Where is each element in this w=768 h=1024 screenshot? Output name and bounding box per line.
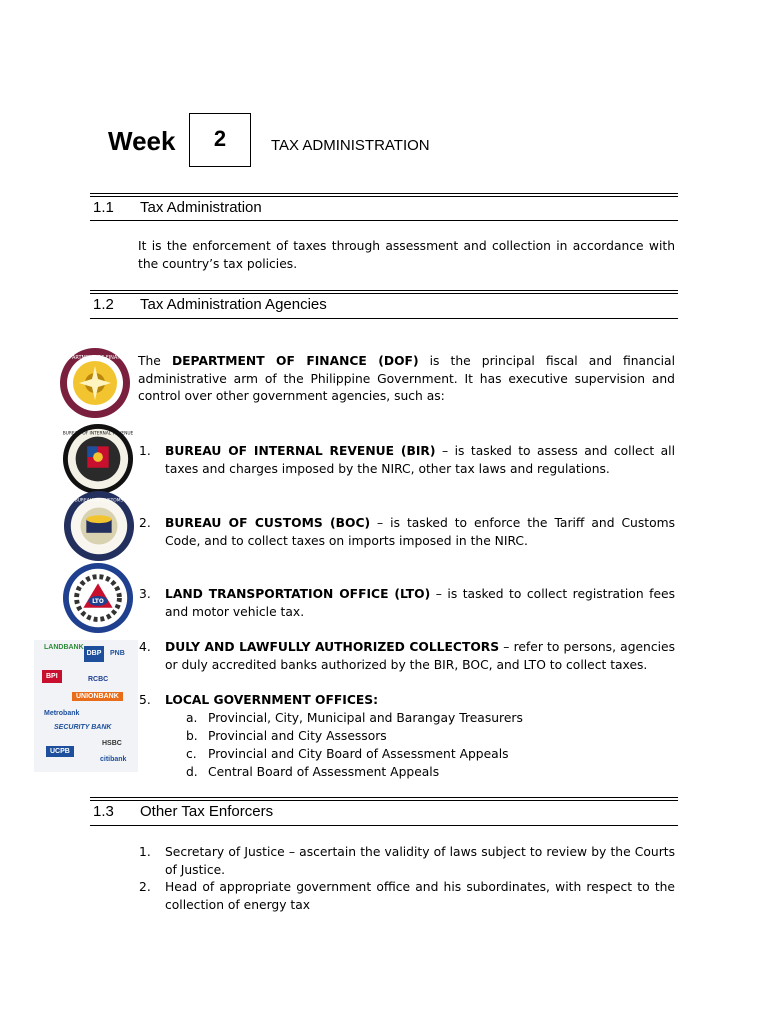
hsbc-logo: HSBC (102, 740, 122, 747)
list-item: 3. LAND TRANSPORTATION OFFICE (LTO) – is tasked to collect registration fees and motor vehicle tax. (139, 587, 675, 619)
dbp-logo: DBP (84, 646, 104, 662)
bir-seal-icon (62, 423, 134, 495)
section-number: 1.3 (93, 803, 114, 820)
list-item: 2. BUREAU OF CUSTOMS (BOC) – is tasked to enforce the Tariff and Customs Code, and to collect taxes on imports imposed in the NIRC. (139, 516, 675, 548)
section-title: Other Tax Enforcers (140, 803, 274, 820)
dof-intro-paragraph: The DEPARTMENT OF FINANCE (DOF) is the principal fiscal and financial administrative arm of the Philippine Government. It has executive supervision and control over other government agencies, such as: (138, 354, 675, 404)
sub-item-text: Provincial and City Board of Assessment Appeals (208, 747, 509, 761)
ucpb-logo: UCPB (46, 746, 74, 757)
bank-logos-collage (34, 640, 138, 772)
list-item: 2. Head of appropriate government office and his subordinates, with respect to the collection of energy tax (139, 880, 675, 912)
list-item: 4. DULY AND LAWFULLY AUTHORIZED COLLECTORS – refer to persons, agencies or duly accredited banks authorized by the BIR, BOC, and LTO to collect taxes. (139, 640, 676, 672)
dof-seal-icon (58, 346, 132, 420)
sub-item: c. (186, 747, 197, 761)
page-title: TAX ADMINISTRATION (271, 137, 430, 154)
sub-item: d. (186, 765, 198, 779)
bir-seal-text: BUREAU OF INTERNAL REVENUE (62, 431, 134, 437)
section-divider (90, 290, 678, 294)
list-item: 1. BUREAU OF INTERNAL REVENUE (BIR) – is tasked to assess and collect all taxes and charges imposed by the NIRC, other tax laws and regulations. (139, 444, 675, 476)
bpi-logo: BPI (42, 670, 62, 683)
section-divider (90, 318, 678, 319)
dof-seal-text: DEPARTMENT OF FINANCE (62, 355, 128, 361)
section-divider (90, 797, 678, 801)
section-divider (90, 193, 678, 197)
lto-seal-text: LTO (92, 598, 104, 605)
section-number: 1.1 (93, 199, 114, 216)
section-paragraph: It is the enforcement of taxes through assessment and collection in accordance with the country’s tax policies. (138, 239, 675, 271)
sub-item-text: Provincial and City Assessors (208, 729, 387, 743)
rcbc-logo: RCBC (88, 676, 109, 683)
section-title: Tax Administration (140, 199, 262, 216)
unionbank-logo: UNIONBANK (72, 692, 123, 701)
list-item: 1. Secretary of Justice – ascertain the validity of laws subject to review by the Courts of Justice. (139, 845, 675, 877)
sub-item: b. (186, 729, 198, 743)
landbank-logo: LANDBANK (44, 644, 84, 651)
section-divider (90, 220, 678, 221)
sub-item: a. (186, 711, 198, 725)
citibank-logo: citibank (100, 756, 127, 763)
section-number: 1.2 (93, 296, 114, 313)
section-divider (90, 825, 678, 826)
metrobank-logo: Metrobank (44, 710, 80, 717)
security-bank-logo: SECURITY BANK (54, 724, 112, 731)
week-number-box: 2 (189, 113, 251, 167)
list-item: 5. LOCAL GOVERNMENT OFFICES: (139, 693, 379, 707)
lto-seal-icon (62, 562, 134, 634)
sub-item-text: Provincial, City, Municipal and Barangay Treasurers (208, 711, 523, 725)
pnb-logo: PNB (110, 650, 125, 657)
boc-seal-icon (63, 490, 135, 562)
week-label: Week (108, 126, 176, 156)
section-title: Tax Administration Agencies (140, 296, 327, 313)
sub-item-text: Central Board of Assessment Appeals (208, 765, 440, 779)
boc-seal-text: BUREAU OF CUSTOMS (74, 498, 124, 504)
